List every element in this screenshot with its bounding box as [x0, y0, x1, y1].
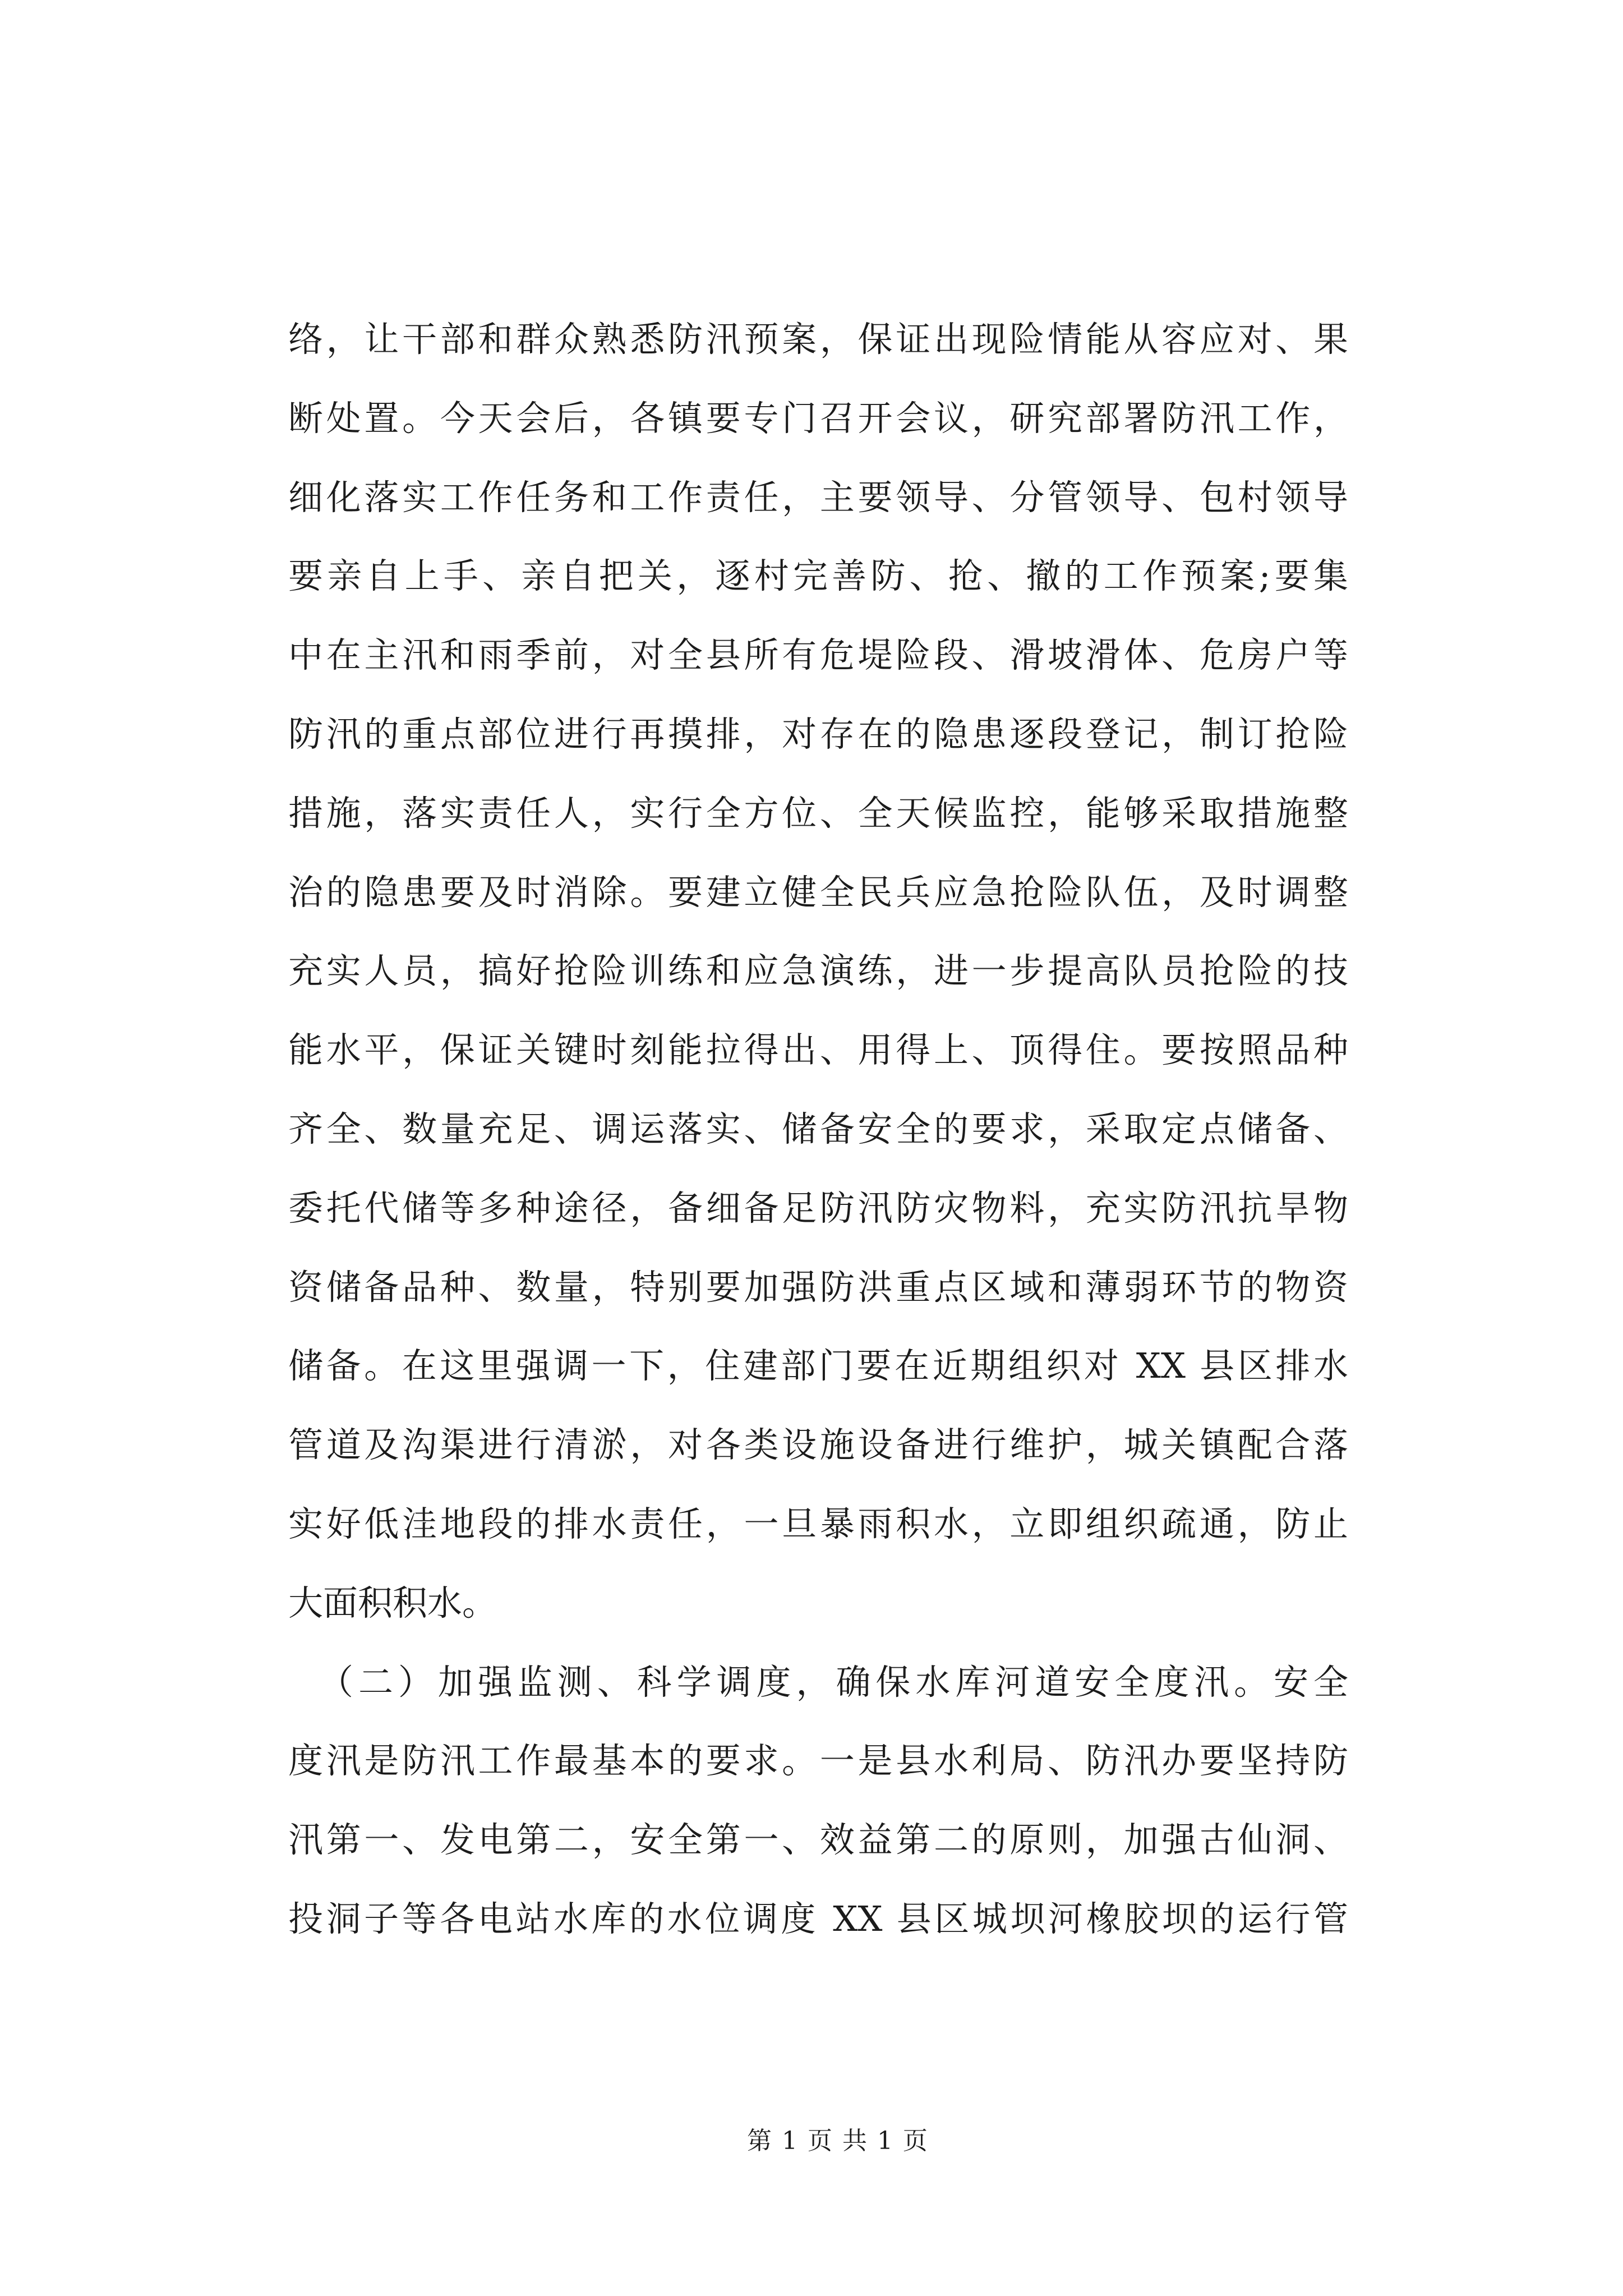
section-heading-line: （二）加强监测、科学调度，确保水库河道安全度汛。安全 — [319, 1661, 1348, 1703]
text-line: 汛第一、发电第二，安全第一、效益第二的原则，加强古仙洞、 — [288, 1819, 1348, 1861]
text-line: 要亲自上手、亲自把关，逐村完善防、抢、撤的工作预案;要集 — [288, 555, 1348, 597]
text-line: 措施，落实责任人，实行全方位、全天候监控，能够采取措施整 — [288, 792, 1348, 834]
text-line: 储备。在这里强调一下，住建部门要在近期组织对 XX 县区排水 — [288, 1345, 1348, 1387]
text-line: 能水平，保证关键时刻能拉得出、用得上、顶得住。要按照品种 — [288, 1029, 1348, 1071]
text-line: 络，让干部和群众熟悉防汛预案，保证出现险情能从容应对、果 — [288, 319, 1348, 360]
text-line: 实好低洼地段的排水责任，一旦暴雨积水，立即组织疏通，防止 — [288, 1503, 1348, 1544]
page-number-footer: 第 1 页 共 1 页 — [747, 2127, 928, 2155]
text-line: 资储备品种、数量，特别要加强防洪重点区域和薄弱环节的物资 — [288, 1266, 1348, 1308]
text-line: 齐全、数量充足、调运落实、储备安全的要求，采取定点储备、 — [288, 1108, 1348, 1149]
text-line: 防汛的重点部位进行再摸排，对存在的隐患逐段登记，制订抢险 — [288, 713, 1348, 754]
text-line: 管道及沟渠进行清淤，对各类设施设备进行维护，城关镇配合落 — [288, 1424, 1348, 1466]
text-line: 充实人员，搞好抢险训练和应急演练，进一步提高队员抢险的技 — [288, 950, 1348, 992]
paragraph — [288, 300, 1348, 1643]
text-line: 度汛是防汛工作最基本的要求。一是县水利局、防汛办要坚持防 — [288, 1740, 1348, 1782]
document-body — [288, 300, 1348, 1959]
paragraph — [288, 1643, 1348, 1959]
text-line: 断处置。今天会后，各镇要专门召开会议，研究部署防汛工作， — [288, 397, 1348, 439]
text-line: 大面积积水。 — [288, 1582, 497, 1623]
text-line: 治的隐患要及时消除。要建立健全民兵应急抢险队伍，及时调整 — [288, 871, 1348, 913]
text-line: 细化落实工作任务和工作责任，主要领导、分管领导、包村领导 — [288, 476, 1348, 518]
text-line: 委托代储等多种途径，备细备足防汛防灾物料，充实防汛抗旱物 — [288, 1187, 1348, 1228]
text-line: 中在主汛和雨季前，对全县所有危堤险段、滑坡滑体、危房户等 — [288, 634, 1348, 676]
text-line: 投洞子等各电站水库的水位调度 XX 县区城坝河橡胶坝的运行管 — [288, 1898, 1348, 1939]
